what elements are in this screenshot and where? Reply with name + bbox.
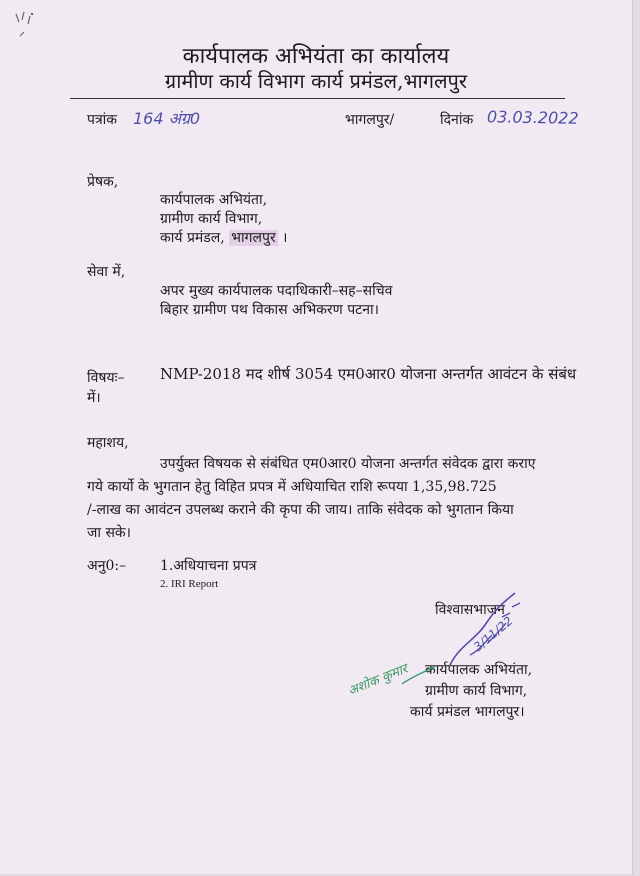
department-title: ग्रामीण कार्य विभाग कार्य प्रमंडल,भागलपुर: [164, 69, 468, 93]
recipient-line-1: अपर मुख्य कार्यपालक पदाधिकारी–सह–सचिव: [160, 283, 393, 299]
sender-line-3: [160, 228, 287, 247]
signature-date-handwritten: 3/11/22: [470, 613, 516, 655]
enclosure-label: अनु0:–: [87, 558, 127, 574]
subject-label: विषयः–: [87, 370, 125, 386]
place-label: भागलपुर/: [345, 112, 395, 128]
signatory-division: कार्य प्रमंडल भागलपुर।: [410, 704, 525, 720]
ref-label: पत्रांक: [87, 112, 118, 128]
salutation: महाशय,: [87, 435, 129, 451]
recipient-line-2: बिहार ग्रामीण पथ विकास अभिकरण पटना।: [160, 302, 379, 318]
sender-end-mark: ।: [282, 230, 288, 246]
signatory-department: ग्रामीण कार्य विभाग,: [425, 683, 528, 699]
sender-place-highlighted: भागलपुर: [231, 230, 276, 246]
corner-scribble-mark: [10, 8, 50, 44]
subject-label-continued: में।: [87, 390, 101, 406]
ref-number-handwritten: 164 अंग्र0: [133, 109, 201, 128]
green-handwritten-note: अशोक कुमार: [346, 661, 410, 700]
green-ink-stroke: [400, 662, 440, 692]
sender-label: प्रेषक,: [87, 174, 119, 190]
body-line-4: जा सके।: [87, 525, 131, 541]
enclosure-item-1: 1.अधियाचना प्रपत्र: [160, 558, 257, 574]
signatory-designation: कार्यपालक अभियंता,: [425, 662, 533, 678]
sender-line-1: कार्यपालक अभियंता,: [160, 192, 268, 208]
header-rule: [70, 98, 565, 99]
recipient-label: सेवा में,: [87, 264, 126, 280]
sender-division: कार्य प्रमंडल,: [160, 230, 225, 246]
date-handwritten: 03.03.2022: [486, 107, 579, 128]
sender-line-2: ग्रामीण कार्य विभाग,: [160, 211, 263, 227]
date-label: दिनांक: [440, 112, 474, 128]
office-title: कार्यपालक अभियंता का कार्यालय: [182, 44, 450, 69]
body-line-3: /-लाख का आवंटन उपलब्ध कराने की कृपा की जाय। ताकि संवेदक को भुगतान किया: [87, 502, 514, 518]
body-line-1: उपर्युक्त विषयक से संबंधित एम0आर0 योजना अन्तर्गत संवेदक द्वारा कराए: [160, 456, 536, 472]
subject-text: NMP-2018 मद शीर्ष 3054 एम0आर0 योजना अन्तर्गत आवंटन के संबंध: [160, 365, 577, 383]
body-line-2: गये कार्यो के भुगतान हेतु विहित प्रपत्र में अधियाचित राशि रूपया 1,35,98.725: [87, 479, 497, 495]
enclosure-item-2: 2. IRI Report: [160, 578, 219, 590]
closing-phrase: विश्वासभाजन: [435, 602, 505, 618]
